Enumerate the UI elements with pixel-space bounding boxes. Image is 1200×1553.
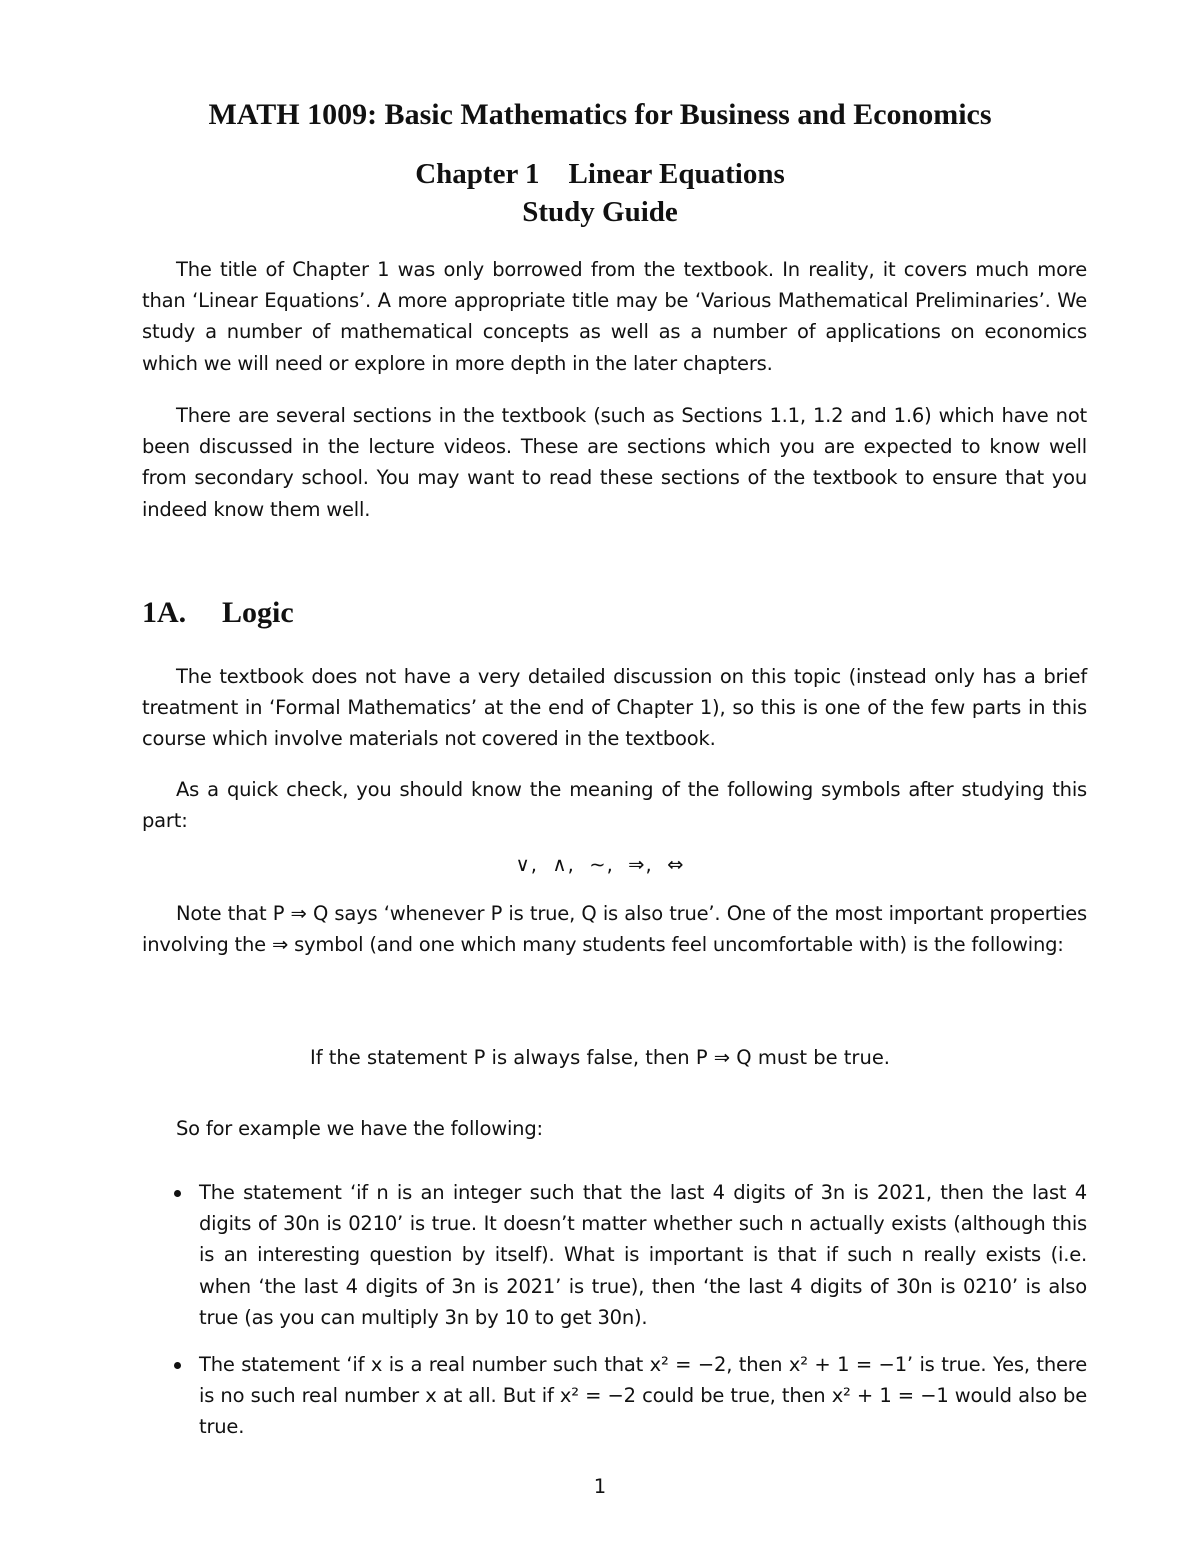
logic-paragraph-4: So for example we have the following: bbox=[176, 1117, 543, 1140]
logic-paragraph-1: The textbook does not have a very detailed discussion on this topic (instead only has a brief treatment in ‘Formal Mathematics’ at the end of Chapter 1), so this is one of the few parts in this course which involve materials not covered in the textbook. bbox=[142, 665, 1087, 751]
page-number: 1 bbox=[593, 1475, 607, 1498]
study-guide-title: Study Guide bbox=[522, 196, 678, 228]
intro-paragraph-2: There are several sections in the textbook (such as Sections 1.1, 1.2 and 1.6) which have not been discussed in the lecture videos. These are sections which you are expected to know well from secondary school. You may want to read these sections of the textbook to ensure that you indeed know them well. bbox=[142, 404, 1087, 521]
logic-paragraph-2: As a quick check, you should know the meaning of the following symbols after studying this part: bbox=[142, 778, 1087, 833]
chapter-title: Chapter 1 Linear Equations bbox=[415, 158, 785, 190]
course-title: MATH 1009: Basic Mathematics for Business and Economics bbox=[208, 98, 992, 131]
logic-paragraph-3: Note that P ⇒ Q says ‘whenever P is true, Q is also true’. One of the most important properties involving the ⇒ symbol (and one which many students feel uncomfortable with) is the following: bbox=[142, 902, 1087, 957]
bullet-text: The statement ‘if x is a real number such that x² = −2, then x² + 1 = −1’ is true. Yes, there is no such real number x at all. But if x² = −2 could be true, then x² + 1 = −1 would also be true. bbox=[199, 1353, 1087, 1439]
list-item bbox=[142, 1177, 1087, 1333]
section-number: 1A. bbox=[142, 596, 187, 629]
section-title: Logic bbox=[222, 596, 294, 629]
bullet-text: The statement ‘if n is an integer such that the last 4 digits of 3n is 2021, then the last 4 digits of 30n is 0210’ is true. It doesn’t matter whether such n actually exists (although this is an interesting question by itself). What is important is that if such n really exists (i.e. when ‘the last 4 digits of 3n is 2021’ is true), then ‘the last 4 digits of 30n is 0210’ is also true (as you can multiply 3n by 10 to get 30n). bbox=[199, 1181, 1087, 1329]
key-statement: If the statement P is always false, then P ⇒ Q must be true. bbox=[309, 1046, 891, 1069]
bullet-icon bbox=[174, 1362, 181, 1369]
logic-symbols: ∨, ∧, ∼, ⇒, ⇔ bbox=[515, 853, 685, 876]
bullet-icon bbox=[174, 1190, 181, 1197]
section-heading-1a bbox=[142, 596, 294, 630]
intro-paragraph-1: The title of Chapter 1 was only borrowed from the textbook. In reality, it covers much more than ‘Linear Equations’. A more appropriate title may be ‘Various Mathematical Preliminaries’. We study a number of mathematical concepts as well as a number of applications on economics which we will need or explore in more depth in the later chapters. bbox=[142, 258, 1087, 375]
examples-list bbox=[142, 1177, 1087, 1443]
list-item bbox=[142, 1349, 1087, 1443]
